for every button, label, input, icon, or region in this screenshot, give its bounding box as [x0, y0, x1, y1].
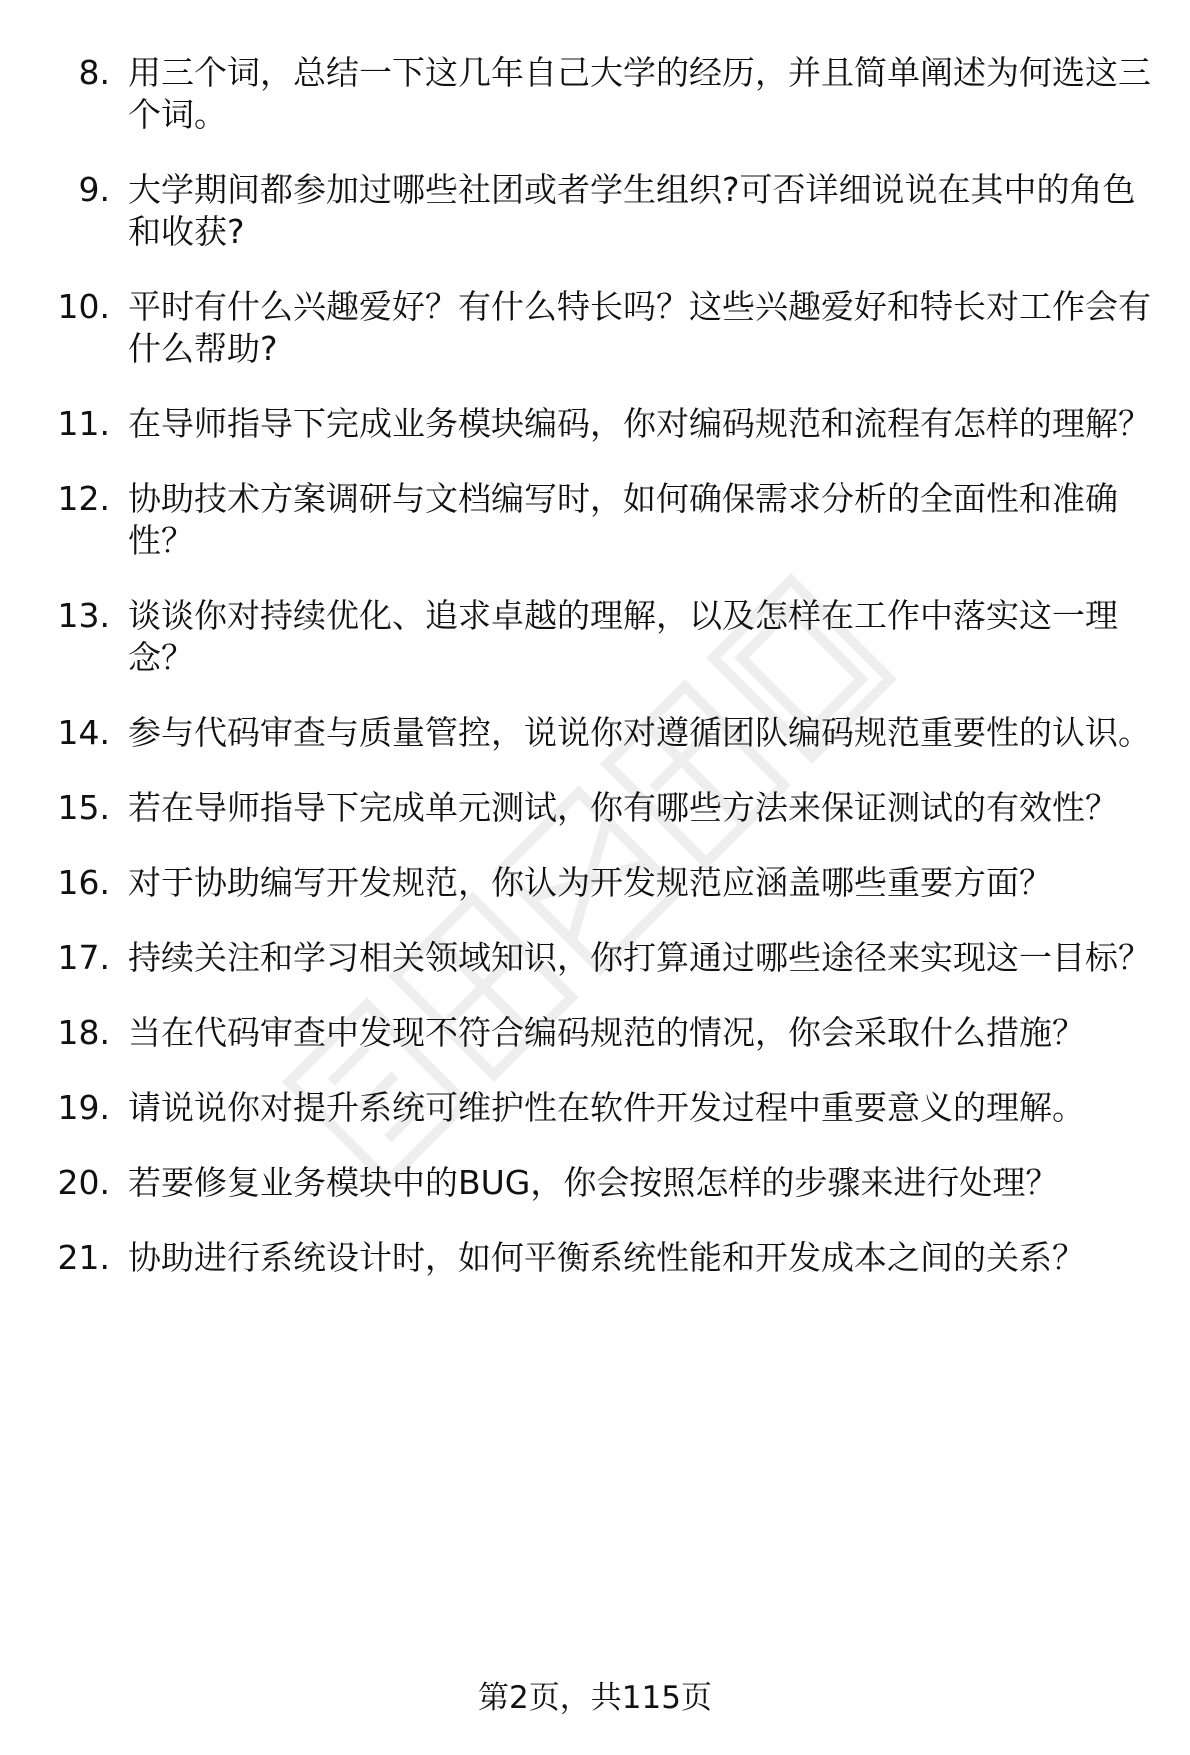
question-item — [0, 1237, 1190, 1279]
page-number: 第2页，共115页 — [478, 1680, 712, 1716]
question-number: 10. — [57, 287, 110, 326]
question-item — [0, 403, 1190, 445]
question-item — [0, 862, 1190, 904]
question-number: 16. — [57, 863, 110, 902]
question-number: 15. — [57, 788, 110, 827]
question-list — [0, 52, 1190, 1312]
question-item — [0, 478, 1190, 562]
question-item — [0, 712, 1190, 754]
question-text: 持续关注和学习相关领域知识，你打算通过哪些途径来实现这一目标？ — [128, 938, 1151, 977]
question-item — [0, 52, 1190, 136]
question-number: 13. — [57, 596, 110, 635]
question-text: 参与代码审查与质量管控，说说你对遵循团队编码规范重要性的认识。 — [128, 713, 1151, 752]
question-number: 17. — [57, 938, 110, 977]
question-text: 协助进行系统设计时，如何平衡系统性能和开发成本之间的关系？ — [128, 1238, 1085, 1277]
question-text: 在导师指导下完成业务模块编码，你对编码规范和流程有怎样的理解？ — [128, 404, 1151, 443]
question-item — [0, 169, 1190, 253]
question-text: 对于协助编写开发规范，你认为开发规范应涵盖哪些重要方面？ — [128, 863, 1052, 902]
question-item — [0, 1012, 1190, 1054]
question-text: 大学期间都参加过哪些社团或者学生组织?可否详细说说在其中的角色和收获? — [128, 170, 1136, 251]
question-text: 用三个词，总结一下这几年自己大学的经历，并且简单阐述为何选这三个词。 — [128, 53, 1151, 134]
question-number: 18. — [57, 1013, 110, 1052]
question-number: 12. — [57, 479, 110, 518]
question-item — [0, 1087, 1190, 1129]
question-number: 11. — [57, 404, 110, 443]
question-number: 20. — [57, 1163, 110, 1202]
question-text: 协助技术方案调研与文档编写时，如何确保需求分析的全面性和准确性？ — [128, 479, 1118, 560]
question-text: 当在代码审查中发现不符合编码规范的情况，你会采取什么措施？ — [128, 1013, 1085, 1052]
question-number: 8. — [78, 53, 110, 92]
question-text: 若要修复业务模块中的BUG，你会按照怎样的步骤来进行处理？ — [128, 1163, 1059, 1202]
question-text: 平时有什么兴趣爱好？有什么特长吗？这些兴趣爱好和特长对工作会有什么帮助? — [128, 287, 1151, 368]
question-item — [0, 1162, 1190, 1204]
question-number: 19. — [57, 1088, 110, 1127]
question-item — [0, 937, 1190, 979]
question-item — [0, 286, 1190, 370]
question-number: 9. — [78, 170, 110, 209]
question-text: 请说说你对提升系统可维护性在软件开发过程中重要意义的理解。 — [128, 1088, 1085, 1127]
question-text: 谈谈你对持续优化、追求卓越的理解，以及怎样在工作中落实这一理念？ — [128, 596, 1118, 677]
question-text: 若在导师指导下完成单元测试，你有哪些方法来保证测试的有效性？ — [128, 788, 1118, 827]
question-item — [0, 787, 1190, 829]
question-number: 21. — [57, 1238, 110, 1277]
question-number: 14. — [57, 713, 110, 752]
question-item — [0, 595, 1190, 679]
